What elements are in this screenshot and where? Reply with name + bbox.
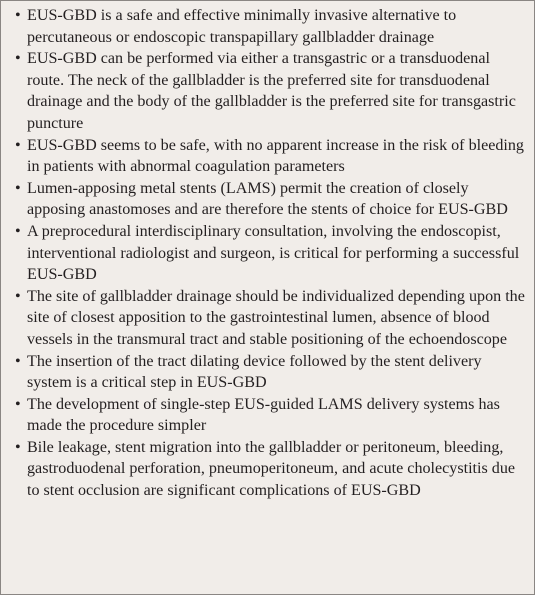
- bullet-icon: •: [15, 287, 21, 305]
- key-point-item: [15, 394, 526, 437]
- key-point-item: [15, 178, 526, 221]
- bullet-icon: •: [15, 438, 21, 456]
- key-point-item: [15, 5, 526, 48]
- bullet-icon: •: [15, 352, 21, 370]
- bullet-icon: •: [15, 222, 21, 240]
- key-point-text: EUS-GBD can be performed via either a transgastric or a transduodenal route. The neck of the gallbladder is the preferred site for transduodenal drainage and the body of the gallbladder is the preferred site for transgastric puncture: [27, 50, 516, 132]
- key-point-text: Bile leakage, stent migration into the gallbladder or peritoneum, bleeding, gastroduodenal perforation, pneumoperitoneum, and acute cholecystitis due to stent occlusion are significant complications of EUS-GBD: [27, 438, 516, 500]
- key-point-item: [15, 437, 526, 502]
- key-point-text: The insertion of the tract dilating device followed by the stent delivery system is a critical step in EUS-GBD: [27, 352, 482, 392]
- key-point-item: [15, 48, 526, 134]
- key-point-text: EUS-GBD seems to be safe, with no apparent increase in the risk of bleeding in patients with abnormal coagulation parameters: [27, 136, 524, 176]
- key-points-list: [1, 1, 534, 502]
- bullet-icon: •: [15, 179, 21, 197]
- key-point-text: The development of single-step EUS-guided LAMS delivery systems has made the procedure simpler: [27, 395, 500, 435]
- key-point-item: [15, 286, 526, 351]
- bullet-icon: •: [15, 50, 21, 68]
- key-point-text: EUS-GBD is a safe and effective minimally invasive alternative to percutaneous or endoscopic transpapillary gallbladder drainage: [27, 7, 457, 46]
- key-point-text: A preprocedural interdisciplinary consultation, involving the endoscopist, interventional radiologist and surgeon, is critical for performing a successful EUS-GBD: [27, 222, 520, 284]
- bullet-icon: •: [15, 136, 21, 154]
- key-point-text: Lumen-apposing metal stents (LAMS) permit the creation of closely apposing anastomoses and are therefore the stents of choice for EUS-GBD: [27, 179, 508, 219]
- key-point-text: The site of gallbladder drainage should be individualized depending upon the site of closest apposition to the gastrointestinal lumen, absence of blood vessels in the transmural tract and stable positioning of the echoendoscope: [27, 287, 525, 348]
- key-point-item: [15, 221, 526, 286]
- bullet-icon: •: [15, 7, 21, 24]
- bullet-icon: •: [15, 395, 21, 413]
- key-point-item: [15, 351, 526, 394]
- key-point-item: [15, 135, 526, 178]
